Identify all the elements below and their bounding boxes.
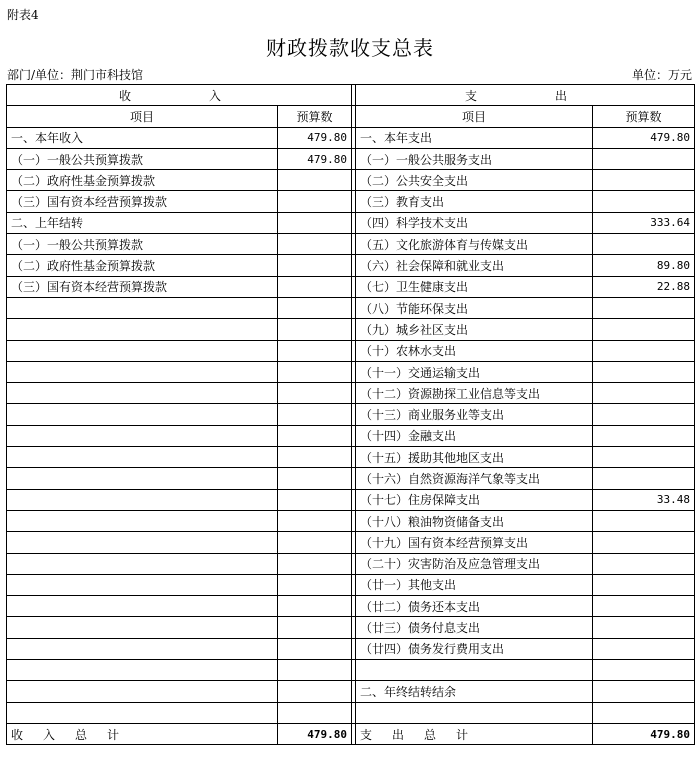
income-value-cell — [278, 404, 352, 425]
income-item-cell — [7, 574, 278, 595]
income-value-cell — [278, 361, 352, 382]
table-row — [7, 596, 695, 617]
expense-value-cell — [593, 404, 695, 425]
department-label: 部门/单位：荆门市科技馆 — [7, 68, 144, 82]
expense-item-cell: （八）节能环保支出 — [356, 297, 593, 318]
table-row — [7, 148, 695, 169]
expense-item-cell: （十八）粮油物资储备支出 — [356, 510, 593, 531]
expense-value-cell — [593, 532, 695, 553]
section-header-row — [7, 85, 695, 106]
income-value-cell — [278, 510, 352, 531]
expense-item-cell: （十四）金融支出 — [356, 425, 593, 446]
income-item-cell — [7, 638, 278, 659]
expense-item-cell: 二、年终结转结余 — [356, 681, 593, 702]
income-item-cell — [7, 468, 278, 489]
table-row — [7, 681, 695, 702]
income-value-cell — [278, 340, 352, 361]
income-value-cell — [278, 574, 352, 595]
expense-item-cell: （六）社会保障和就业支出 — [356, 255, 593, 276]
budget-summary-table — [6, 84, 695, 745]
expense-item-cell: （十九）国有资本经营预算支出 — [356, 532, 593, 553]
expense-value-cell: 33.48 — [593, 489, 695, 510]
income-total-label: 收入总计 — [7, 723, 278, 744]
expense-item-cell: （三）教育支出 — [356, 191, 593, 212]
income-value-cell — [278, 532, 352, 553]
expense-value-cell — [593, 510, 695, 531]
expense-item-cell: （廿一）其他支出 — [356, 574, 593, 595]
income-item-cell — [7, 660, 278, 681]
expense-item-cell: （十五）援助其他地区支出 — [356, 447, 593, 468]
table-row — [7, 510, 695, 531]
expense-item-cell: 一、本年支出 — [356, 127, 593, 148]
table-row — [7, 255, 695, 276]
expense-value-cell: 22.88 — [593, 276, 695, 297]
expense-value-cell — [593, 170, 695, 191]
expense-item-cell: （十二）资源勘探工业信息等支出 — [356, 383, 593, 404]
table-row — [7, 383, 695, 404]
income-item-cell — [7, 510, 278, 531]
income-item-cell: （二）政府性基金预算拨款 — [7, 170, 278, 191]
expense-item-cell: （五）文化旅游体育与传媒支出 — [356, 234, 593, 255]
table-row — [7, 489, 695, 510]
income-value-cell: 479.80 — [278, 127, 352, 148]
table-row — [7, 127, 695, 148]
page-title: 财政拨款收支总表 — [266, 36, 434, 60]
income-item-cell: （二）政府性基金预算拨款 — [7, 255, 278, 276]
expense-value-cell — [593, 191, 695, 212]
income-value-cell — [278, 468, 352, 489]
income-value-cell — [278, 660, 352, 681]
expense-value-cell — [593, 234, 695, 255]
expense-value-cell — [593, 617, 695, 638]
expense-item-cell: （七）卫生健康支出 — [356, 276, 593, 297]
expense-total-label: 支出总计 — [356, 723, 593, 744]
income-value-cell — [278, 489, 352, 510]
currency-unit-label: 单位：万元 — [631, 68, 692, 82]
expense-item-cell: （十）农林水支出 — [356, 340, 593, 361]
income-item-cell: （一）一般公共预算拨款 — [7, 148, 278, 169]
expense-value-cell: 479.80 — [593, 127, 695, 148]
expense-value-cell — [593, 702, 695, 723]
income-item-cell — [7, 702, 278, 723]
income-value-cell — [278, 702, 352, 723]
income-item-cell — [7, 425, 278, 446]
income-value-cell — [278, 447, 352, 468]
expense-item-cell: （十三）商业服务业等支出 — [356, 404, 593, 425]
expense-total-value: 479.80 — [593, 723, 695, 744]
expense-value-cell — [593, 553, 695, 574]
income-item-cell: （三）国有资本经营预算拨款 — [7, 191, 278, 212]
expense-item-cell — [356, 702, 593, 723]
table-row — [7, 574, 695, 595]
income-value-cell — [278, 255, 352, 276]
expense-value-cell — [593, 297, 695, 318]
income-value-cell — [278, 276, 352, 297]
expense-value-cell — [593, 596, 695, 617]
expense-item-cell — [356, 660, 593, 681]
income-item-cell — [7, 617, 278, 638]
income-item-cell: 一、本年收入 — [7, 127, 278, 148]
table-row — [7, 617, 695, 638]
expense-value-cell — [593, 361, 695, 382]
table-row — [7, 297, 695, 318]
income-value-cell — [278, 191, 352, 212]
income-value-cell — [278, 596, 352, 617]
table-row — [7, 276, 695, 297]
table-row — [7, 170, 695, 191]
income-value-cell — [278, 617, 352, 638]
expense-item-cell: （四）科学技术支出 — [356, 212, 593, 233]
table-row — [7, 361, 695, 382]
income-value-cell — [278, 553, 352, 574]
expense-item-cell: （十一）交通运输支出 — [356, 361, 593, 382]
expense-value-cell — [593, 574, 695, 595]
attachment-label: 附表4 — [7, 8, 39, 22]
expense-item-cell: （廿三）债务付息支出 — [356, 617, 593, 638]
expense-item-cell: （二十）灾害防治及应急管理支出 — [356, 553, 593, 574]
income-value-cell — [278, 234, 352, 255]
table-row — [7, 638, 695, 659]
expense-item-cell: （九）城乡社区支出 — [356, 319, 593, 340]
expense-budget-header: 预算数 — [593, 106, 695, 127]
table-body — [7, 127, 695, 723]
total-row — [7, 723, 695, 744]
table-row — [7, 447, 695, 468]
income-value-cell — [278, 212, 352, 233]
income-item-cell — [7, 532, 278, 553]
expense-value-cell — [593, 660, 695, 681]
income-value-cell — [278, 383, 352, 404]
income-item-cell — [7, 553, 278, 574]
income-item-cell — [7, 596, 278, 617]
income-item-cell — [7, 361, 278, 382]
table-row — [7, 425, 695, 446]
expense-value-cell: 333.64 — [593, 212, 695, 233]
income-value-cell — [278, 638, 352, 659]
expense-section-header: 支 出 — [356, 85, 695, 106]
expense-value-cell — [593, 319, 695, 340]
expense-value-cell — [593, 148, 695, 169]
expense-value-cell — [593, 340, 695, 361]
expense-item-cell: （二）公共安全支出 — [356, 170, 593, 191]
expense-item-cell: （十六）自然资源海洋气象等支出 — [356, 468, 593, 489]
income-item-cell — [7, 340, 278, 361]
income-item-cell — [7, 681, 278, 702]
expense-value-cell — [593, 425, 695, 446]
income-item-cell — [7, 489, 278, 510]
income-value-cell — [278, 681, 352, 702]
income-item-cell — [7, 447, 278, 468]
income-item-cell: 二、上年结转 — [7, 212, 278, 233]
income-value-cell — [278, 425, 352, 446]
column-header-row — [7, 106, 695, 127]
table-row — [7, 660, 695, 681]
expense-value-cell — [593, 383, 695, 404]
income-item-cell: （三）国有资本经营预算拨款 — [7, 276, 278, 297]
income-value-cell — [278, 170, 352, 191]
table-row — [7, 532, 695, 553]
table-row — [7, 468, 695, 489]
table-row — [7, 404, 695, 425]
table-row — [7, 340, 695, 361]
expense-item-cell: （一）一般公共服务支出 — [356, 148, 593, 169]
table-row — [7, 234, 695, 255]
expense-item-cell: （十七）住房保障支出 — [356, 489, 593, 510]
income-item-cell: （一）一般公共预算拨款 — [7, 234, 278, 255]
table-row — [7, 553, 695, 574]
income-item-header: 项目 — [7, 106, 278, 127]
income-total-value: 479.80 — [278, 723, 352, 744]
income-section-header: 收 入 — [7, 85, 352, 106]
income-value-cell — [278, 319, 352, 340]
expense-item-cell: （廿二）债务还本支出 — [356, 596, 593, 617]
income-item-cell — [7, 404, 278, 425]
table-row — [7, 212, 695, 233]
expense-value-cell — [593, 468, 695, 489]
income-value-cell: 479.80 — [278, 148, 352, 169]
expense-value-cell — [593, 681, 695, 702]
income-item-cell — [7, 297, 278, 318]
expense-item-cell: （廿四）债务发行费用支出 — [356, 638, 593, 659]
income-item-cell — [7, 383, 278, 404]
income-item-cell — [7, 319, 278, 340]
expense-item-header: 项目 — [356, 106, 593, 127]
table-row — [7, 319, 695, 340]
table-row — [7, 702, 695, 723]
expense-value-cell — [593, 447, 695, 468]
income-value-cell — [278, 297, 352, 318]
table-row — [7, 191, 695, 212]
income-budget-header: 预算数 — [278, 106, 352, 127]
expense-value-cell — [593, 638, 695, 659]
expense-value-cell: 89.80 — [593, 255, 695, 276]
